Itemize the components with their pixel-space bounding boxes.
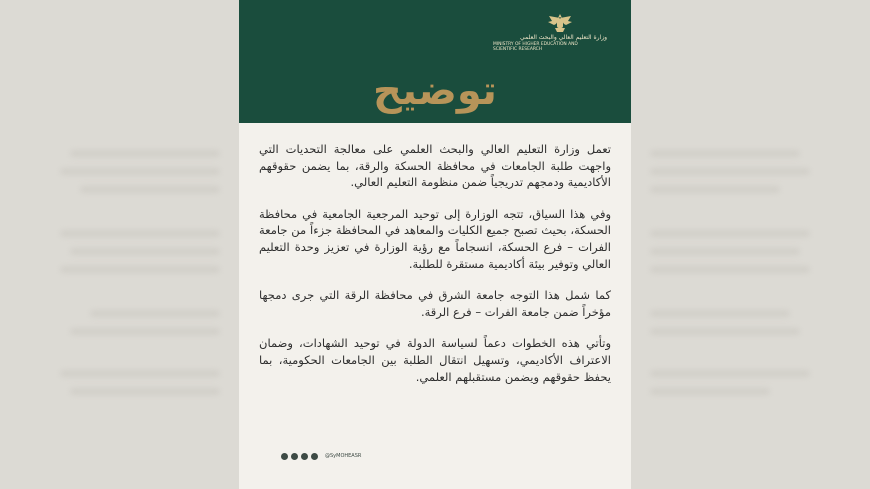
social-handle: @SyMOHEASR [325,453,362,459]
blurred-text [650,248,800,255]
eagle-emblem-icon [547,12,573,34]
paragraph: وفي هذا السياق، تتجه الوزارة إلى توحيد المرجعية الجامعية في محافظة الحسكة، بحيث تصبح جميع الكليات والمعاهد في المحافظة جزءاً من جامعة الفرات – فرع الحسكة، انسجاماً مع رؤية الوزارة في تعزيز وحدة التعليم العالي وتوفير بيئة أكاديمية مستقرة للطلبة. [259,206,611,271]
blurred-text [70,248,220,255]
blurred-text [650,230,810,237]
blurred-text [70,328,220,335]
statement-body [259,141,611,400]
blurred-text [70,150,220,157]
blurred-text [650,266,810,273]
blurred-text [80,186,220,193]
telegram-icon [291,453,298,460]
blurred-text [60,266,220,273]
blurred-text [60,168,220,175]
blurred-text [650,328,800,335]
social-footer [281,451,361,461]
background-left [0,0,240,489]
blurred-text [650,186,780,193]
paragraph: تعمل وزارة التعليم العالي والبحث العلمي على معالجة التحديات التي واجهت طلبة الجامعات في محافظة الحسكة والرقة، بما يضمن حقوقهم الأكاديمية ودمجهم تدريجياً ضمن منظومة التعليم العالي. [259,142,611,190]
background-right [630,0,870,489]
paragraph: وتأتي هذه الخطوات دعماً لسياسة الدولة في توحيد الشهادات، وضمان الاعتراف الأكاديمي، وتسهيل انتقال الطلبة بين الجامعات الحكومية، بما يحفظ حقوقهم ويضمن مستقبلهم العلمي. [259,336,611,384]
ministry-name-arabic: وزارة التعليم العالي والبحث العلمي [520,34,607,41]
blurred-text [70,388,220,395]
ministry-logo [493,12,617,62]
header-banner [239,0,631,123]
blurred-text [60,230,220,237]
blurred-text [650,370,810,377]
paragraph: كما شمل هذا التوجه جامعة الشرق في محافظة الرقة التي جرى دمجها مؤخراً ضمن جامعة الفرات – فرع الرقة. [259,288,611,319]
blurred-text [650,310,790,317]
page-title: توضيح [373,68,497,114]
blurred-text [650,168,810,175]
blurred-text [650,388,770,395]
blurred-text [650,150,800,157]
whatsapp-icon [281,453,288,460]
announcement-card [239,0,631,489]
ministry-name-english: MINISTRY OF HIGHER EDUCATION AND SCIENTIFIC RESEARCH [493,42,578,53]
blurred-text [90,310,220,317]
blurred-text [60,370,220,377]
x-icon [311,453,318,460]
facebook-icon [301,453,308,460]
